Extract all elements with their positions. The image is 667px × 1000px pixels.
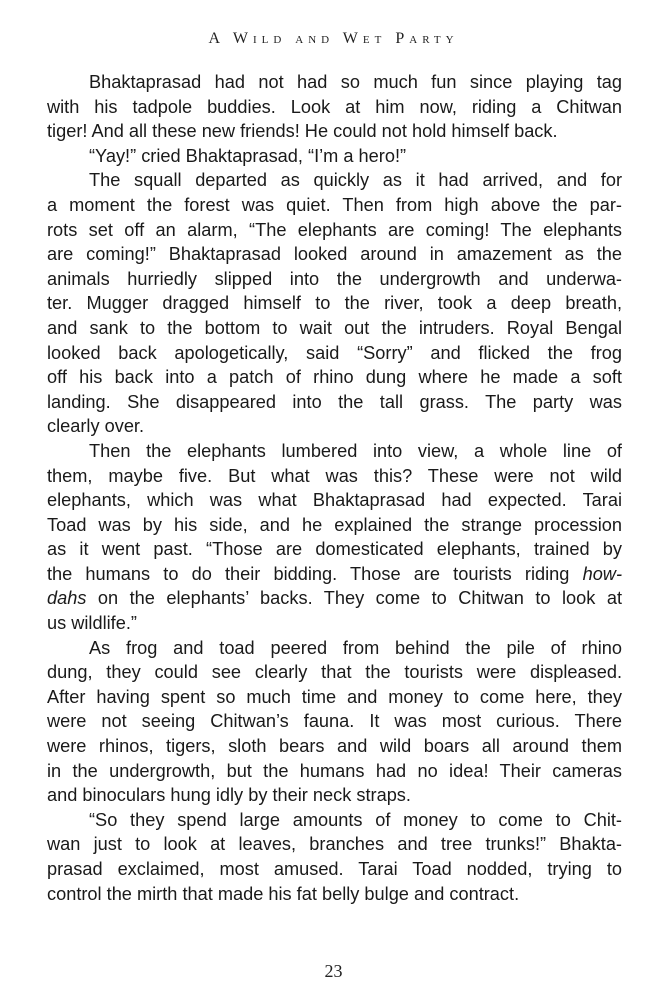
italic-word: how- [582,563,622,584]
text-line [47,242,622,267]
text-line [47,513,622,538]
text-line [47,390,622,415]
line-text: Bhaktaprasad had not had so much fun since playing tag [89,72,622,92]
line-text: them, maybe five. But what was this? These were not wild [47,465,622,486]
text-line [47,808,622,833]
text-line [47,439,622,464]
line-text: in the undergrowth, but the humans had no idea! Their cameras [47,760,622,781]
line-text: as it went past. “Those are domesticated elephants, trained by [47,539,622,560]
text-line [47,685,622,710]
line-text: control the mirth that made his fat belly bulge and contract. [47,883,520,904]
line-text: elephants, which was what Bhaktaprasad had expected. Tarai [47,490,622,511]
text-line [47,832,622,857]
text-line [47,882,622,907]
line-text: “So they spend large amounts of money to come to Chit- [89,809,622,830]
line-text: with his tadpole buddies. Look at him now, riding a Chitwan [47,96,622,117]
text-line [47,316,622,341]
line-text: The squall departed as quickly as it had arrived, and for [89,170,622,191]
italic-word: dahs [47,588,87,609]
line-text: off his back into a patch of rhino dung where he made a soft [47,367,622,388]
text-line [47,562,622,587]
line-text: Then the elephants lumbered into view, a whole line of [89,440,622,461]
text-line [47,341,622,366]
line-text: were rhinos, tigers, sloth bears and wild boars all around them [47,736,622,757]
line-text: us wildlife.” [47,613,137,634]
line-text: Toad was by his side, and he explained the strange procession [47,514,622,535]
text-line [47,119,622,144]
text-line [47,660,622,685]
text-line [47,291,622,316]
text-line [47,636,622,661]
line-text: the humans to do their bidding. Those are tourists riding [47,563,570,584]
line-text: “Yay!” cried Bhaktaprasad, “I’m a hero!” [89,145,407,166]
text-line [47,857,622,882]
text-line [47,734,622,759]
text-line [47,464,622,489]
line-text: rots set off an alarm, “The elephants are coming! The elephants [47,219,622,240]
text-line [47,709,622,734]
line-text: After having spent so much time and money to come here, they [47,686,622,707]
text-line [47,218,622,243]
line-text: a moment the forest was quiet. Then from high above the par- [47,194,622,215]
text-line [47,144,622,169]
line-text: ter. Mugger dragged himself to the river, took a deep breath, [47,293,622,314]
line-text: were not seeing Chitwan’s fauna. It was most curious. There [47,711,622,732]
line-text: tiger! And all these new friends! He could not hold himself back. [47,121,558,142]
line-text: and binoculars hung idly by their neck straps. [47,785,411,806]
text-line [47,365,622,390]
text-line [47,168,622,193]
text-line [47,611,622,636]
line-text: are coming!” Bhaktaprasad looked around in amazement as the [47,244,622,265]
line-text: and sank to the bottom to wait out the intruders. Royal Bengal [47,317,622,338]
line-text: landing. She disappeared into the tall grass. The party was [47,391,622,412]
line-text: on the elephants’ backs. They come to Chitwan to look at [86,588,622,609]
text-line [47,95,622,120]
text-line [47,267,622,292]
line-text: wan just to look at leaves, branches and tree trunks!” Bhakta- [47,834,622,855]
line-text: prasad exclaimed, most amused. Tarai Toad nodded, trying to [47,859,622,879]
page-number: 23 [324,961,343,981]
running-head: A Wild and Wet Party [208,30,459,47]
text-line [47,783,622,808]
text-line [47,414,622,439]
text-line [47,759,622,784]
body-text [47,70,622,906]
line-text: dung, they could see clearly that the tourists were displeased. [47,662,622,683]
line-text: animals hurriedly slipped into the undergrowth and underwa- [47,268,622,289]
text-line [47,586,622,611]
line-text: clearly over. [47,416,145,437]
text-line [47,70,622,95]
text-line [47,193,622,218]
text-line [47,488,622,513]
line-text: As frog and toad peered from behind the pile of rhino [89,637,622,658]
line-text: looked back apologetically, said “Sorry” and flicked the frog [47,342,622,363]
text-line [47,537,622,562]
